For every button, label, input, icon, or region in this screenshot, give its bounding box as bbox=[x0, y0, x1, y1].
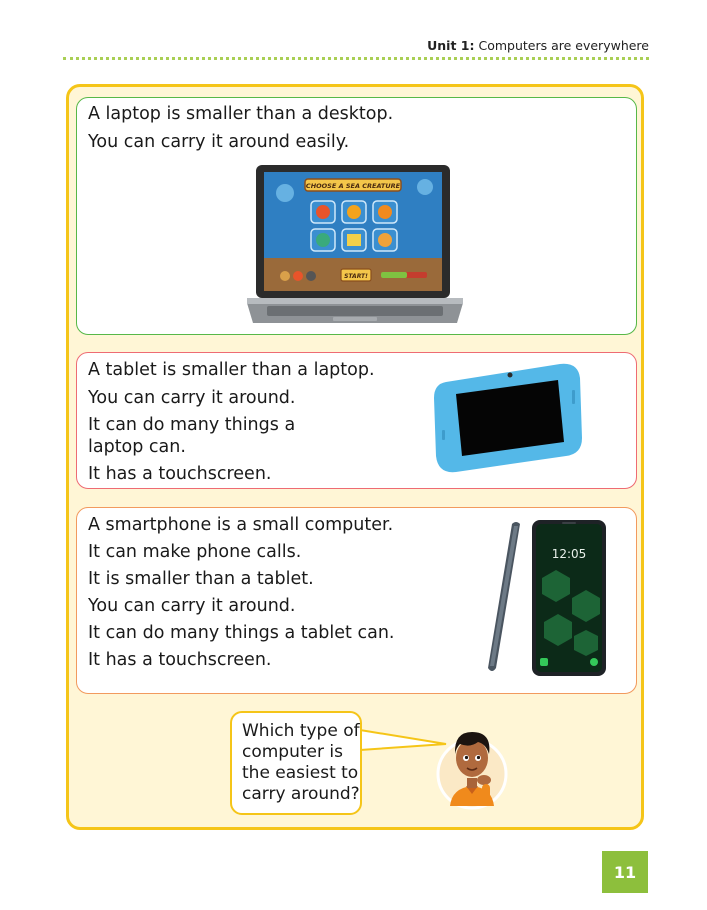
phone-text-line: You can carry it around. bbox=[88, 596, 296, 616]
speech-line: computer is bbox=[242, 742, 343, 762]
header-divider bbox=[63, 57, 649, 60]
laptop-illustration bbox=[245, 163, 465, 327]
tablet-text-line: It has a touchscreen. bbox=[88, 464, 272, 484]
phone-text-line: It has a touchscreen. bbox=[88, 650, 272, 670]
speech-line: carry around? bbox=[242, 784, 360, 804]
tablet-illustration bbox=[432, 360, 584, 476]
speech-line: Which type of bbox=[242, 721, 360, 741]
page-number: 11 bbox=[602, 851, 648, 893]
phone-text-line: It is smaller than a tablet. bbox=[88, 569, 314, 589]
tablet-text-line: It can do many things a bbox=[88, 415, 296, 435]
phone-text-line: It can do many things a tablet can. bbox=[88, 623, 395, 643]
unit-title: Computers are everywhere bbox=[478, 38, 649, 53]
speech-bubble bbox=[230, 711, 362, 815]
tablet-text-line: A tablet is smaller than a laptop. bbox=[88, 360, 375, 380]
phone-text-line: It can make phone calls. bbox=[88, 542, 302, 562]
smartphone-illustration bbox=[482, 518, 612, 680]
game-start-button: START! bbox=[344, 273, 368, 280]
phone-text-line: A smartphone is a small computer. bbox=[88, 515, 394, 535]
boy-avatar bbox=[436, 722, 508, 812]
game-title: CHOOSE A SEA CREATURE bbox=[305, 182, 401, 190]
unit-label: Unit 1: bbox=[427, 38, 475, 53]
tablet-text-line: laptop can. bbox=[88, 437, 186, 457]
phone-clock: 12:05 bbox=[551, 547, 587, 561]
unit-header bbox=[427, 38, 649, 53]
laptop-text-line: You can carry it around easily. bbox=[88, 132, 350, 152]
speech-line: the easiest to bbox=[242, 763, 359, 783]
tablet-text-line: You can carry it around. bbox=[88, 388, 296, 408]
laptop-text-line: A laptop is smaller than a desktop. bbox=[88, 104, 394, 124]
